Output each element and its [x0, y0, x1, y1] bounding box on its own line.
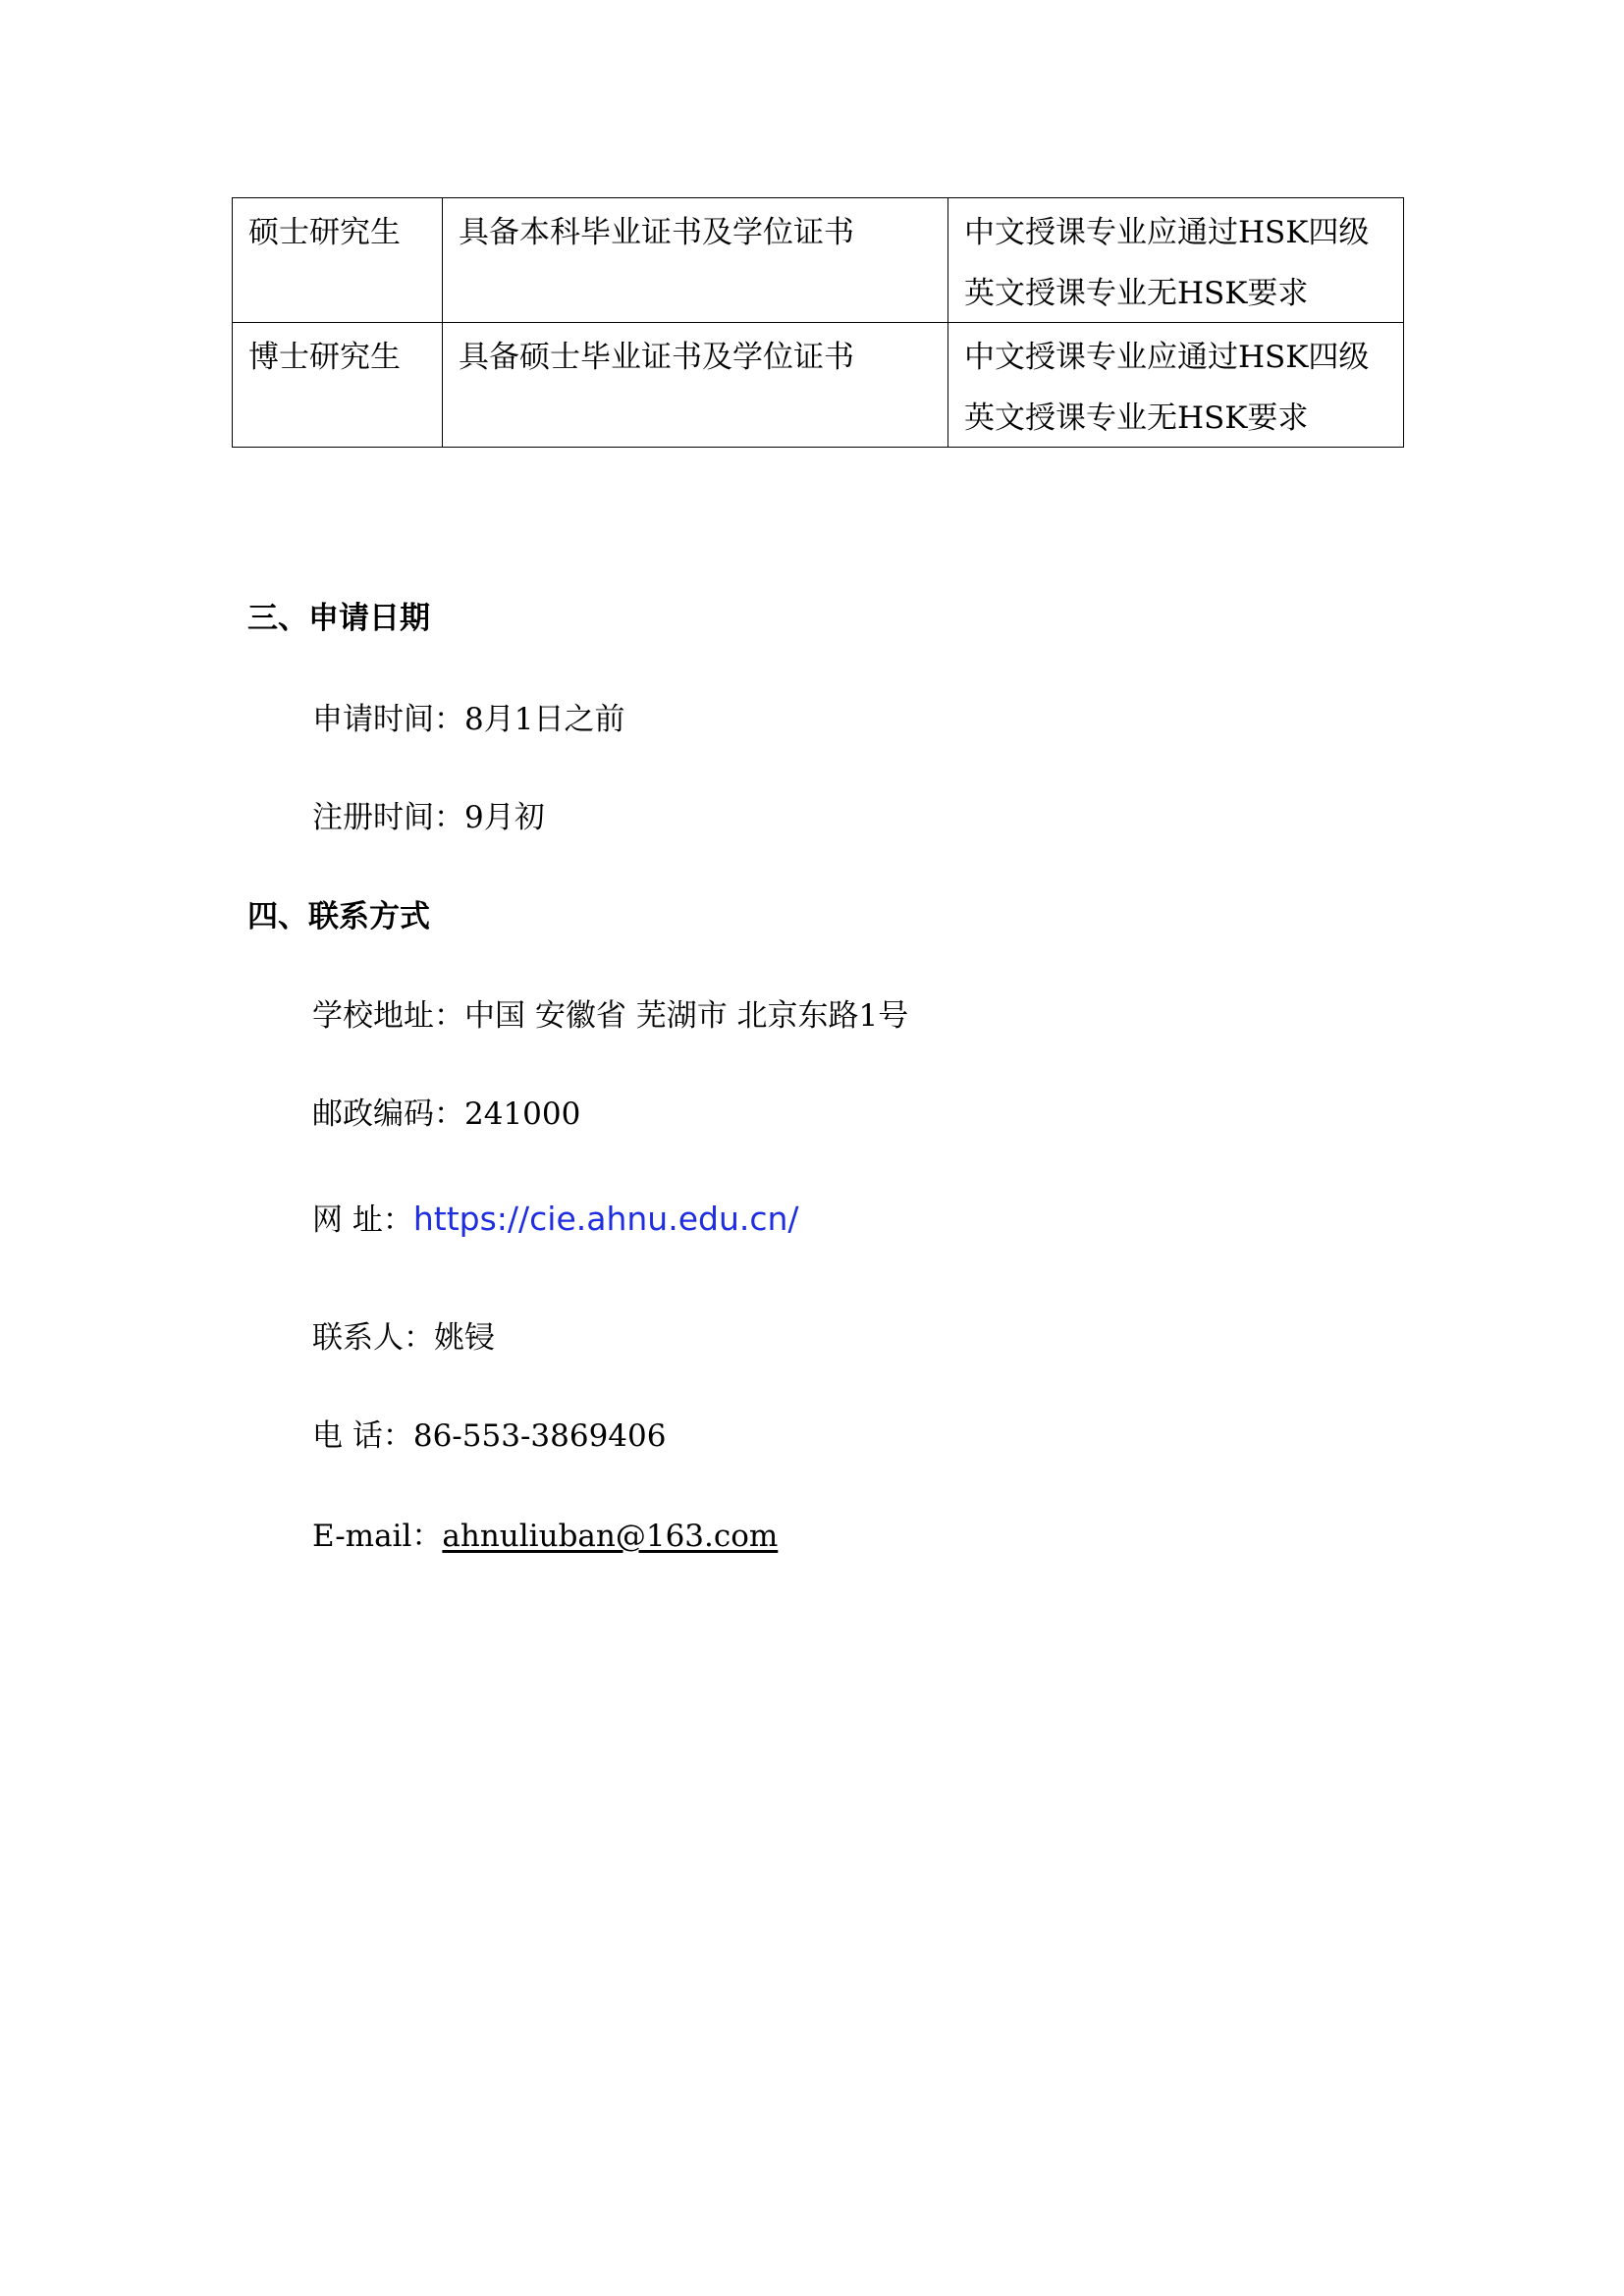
language-line: 英文授课专业无HSK要求 [964, 276, 1309, 311]
email-row [312, 1517, 778, 1556]
language-line: 英文授课专业无HSK要求 [964, 400, 1309, 436]
register-time-text: 注册时间：9月初 [312, 800, 545, 835]
language-line: 中文授课专业应通过HSK四级 [964, 340, 1370, 375]
email-label: E-mail： [312, 1519, 443, 1554]
section-heading-dates: 三、申请日期 [247, 601, 430, 636]
requirements-table [232, 197, 1404, 448]
address-text: 学校地址：中国 安徽省 芜湖市 北京东路1号 [312, 998, 909, 1034]
table-row [233, 198, 1404, 323]
contact-person-text: 联系人：姚锓 [312, 1320, 495, 1356]
email-link[interactable]: ahnuliuban@163.com [442, 1519, 779, 1554]
degree-cell: 博士研究生 [233, 323, 443, 448]
language-cell [948, 323, 1404, 448]
requirement-cell: 具备本科毕业证书及学位证书 [443, 198, 948, 323]
website-label: 网 址： [312, 1202, 413, 1238]
section-heading-contact: 四、联系方式 [247, 899, 430, 934]
website-row [312, 1200, 799, 1240]
website-link[interactable]: https://cie.ahnu.edu.cn/ [412, 1200, 799, 1238]
language-cell [948, 198, 1404, 323]
phone-text: 电 话：86-553-3869406 [312, 1418, 667, 1454]
requirement-cell: 具备硕士毕业证书及学位证书 [443, 323, 948, 448]
language-line: 中文授课专业应通过HSK四级 [964, 215, 1370, 250]
postcode-text: 邮政编码：241000 [312, 1096, 581, 1132]
degree-cell: 硕士研究生 [233, 198, 443, 323]
apply-time-text: 申请时间：8月1日之前 [312, 702, 625, 737]
table-row [233, 323, 1404, 448]
